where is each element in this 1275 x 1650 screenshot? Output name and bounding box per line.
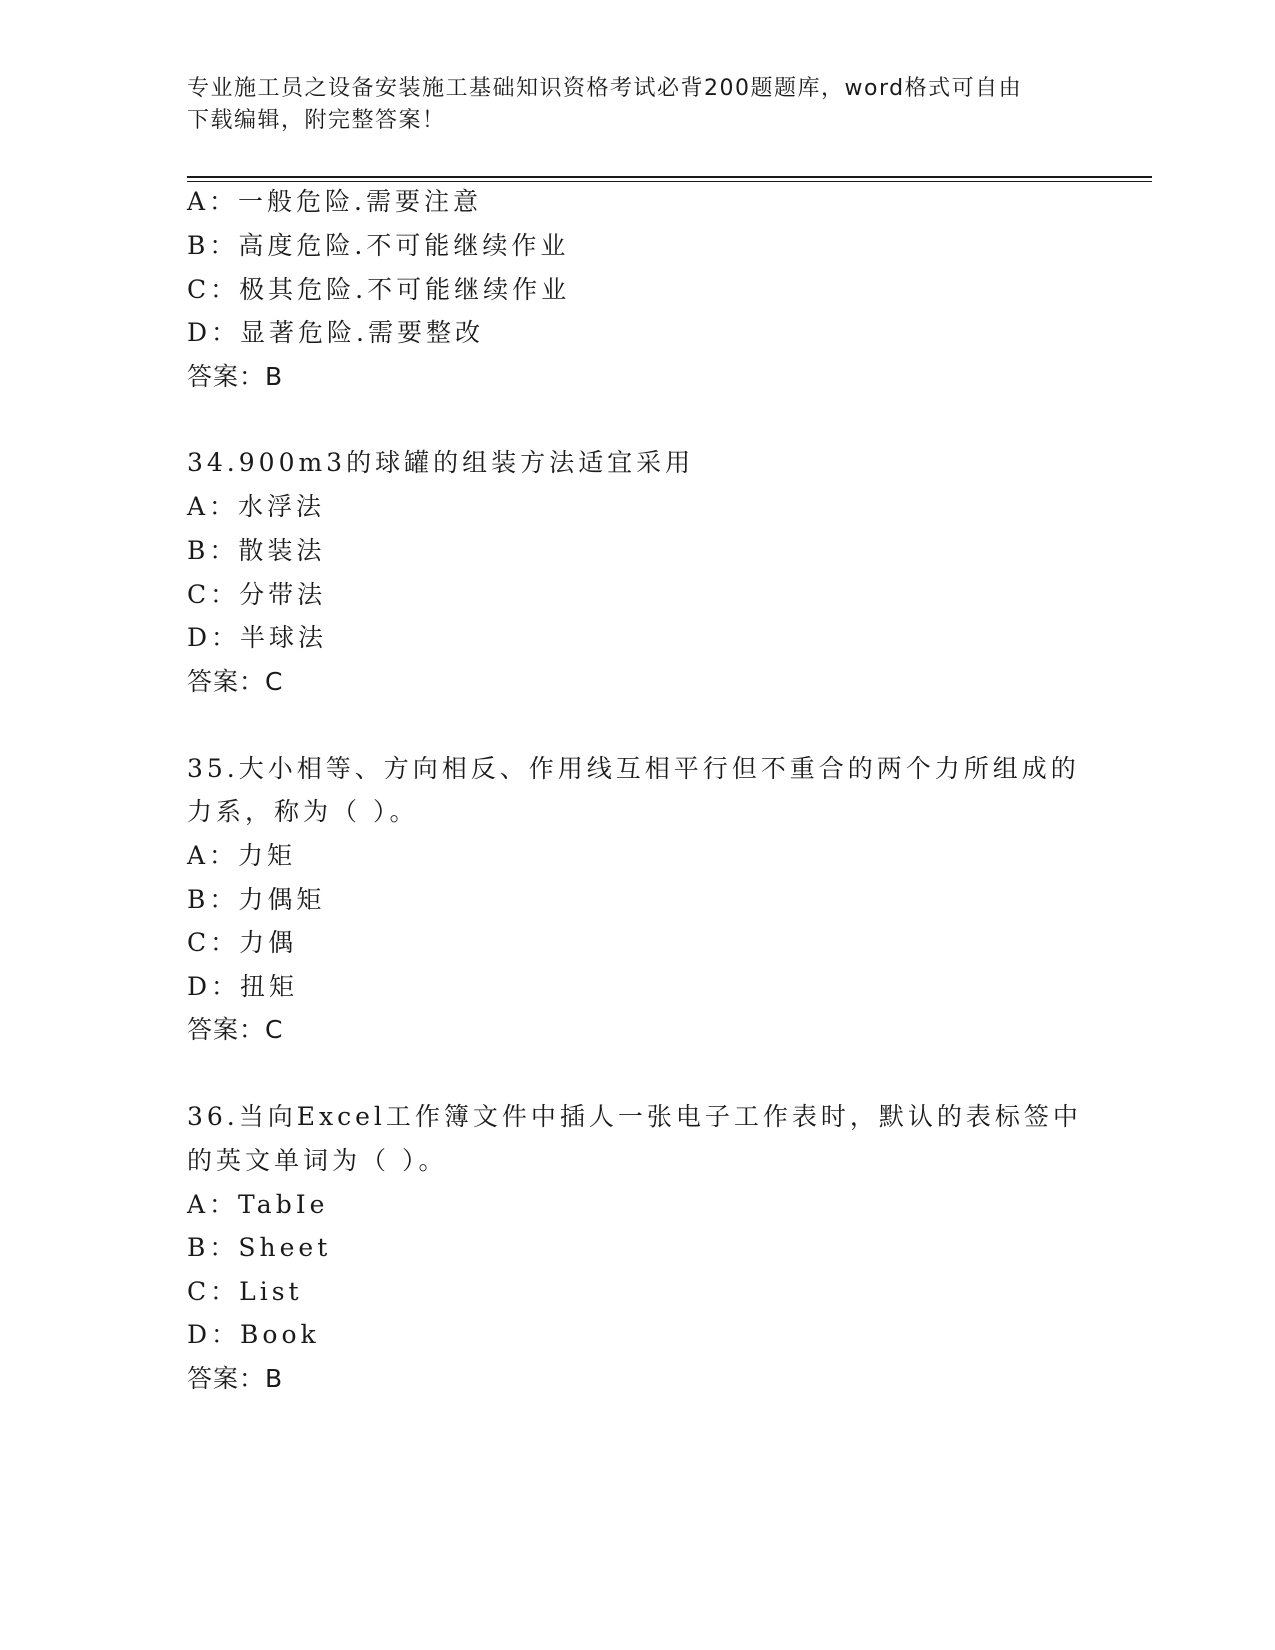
q34-option-d: D：半球法 xyxy=(187,623,328,652)
q35-option-c: C：力偶 xyxy=(187,928,298,957)
q35-stem-line-1: 35.大小相等、方向相反、作用线互相平行但不重合的两个力所组成的 xyxy=(187,754,1080,783)
q34-option-b: B：散装法 xyxy=(187,536,326,565)
q36-option-d: D：Book xyxy=(187,1320,320,1349)
header-line-2: 下载编辑，附完整答案！ xyxy=(187,108,446,133)
q33-answer: 答案：B xyxy=(187,362,284,391)
header-rule-thick xyxy=(187,176,1152,178)
q33-option-d: D：显著危险.需要整改 xyxy=(187,318,484,347)
q36-stem-line-1: 36.当向Excel工作簿文件中插人一张电子工作表时，默认的表标签中 xyxy=(187,1102,1082,1131)
q35-stem-line-2: 力系，称为（ ）。 xyxy=(187,797,419,826)
q34-option-a: A：水浮法 xyxy=(187,492,326,521)
q33-option-b: B：高度危险.不可能继续作业 xyxy=(187,231,570,260)
q34-answer: 答案：C xyxy=(187,667,284,696)
q36-option-a: A：TabIe xyxy=(187,1190,329,1219)
header-rule-thin xyxy=(187,181,1152,182)
q34-stem: 34.900m3的球罐的组装方法适宜采用 xyxy=(187,448,695,477)
q34-option-c: C：分带法 xyxy=(187,580,327,609)
q35-answer: 答案：C xyxy=(187,1015,284,1044)
q35-option-a: A：力矩 xyxy=(187,841,297,870)
q36-stem-line-2: 的英文单词为（ ）。 xyxy=(187,1146,448,1175)
header-line-1: 专业施工员之设备安装施工基础知识资格考试必背200题题库，word格式可自由 xyxy=(187,76,1023,101)
q35-option-b: B：力偶矩 xyxy=(187,885,326,914)
q36-answer: 答案：B xyxy=(187,1364,284,1393)
q36-option-b: B：Sheet xyxy=(187,1233,332,1262)
q36-option-c: C：List xyxy=(187,1277,303,1306)
q35-option-d: D：扭矩 xyxy=(187,972,299,1001)
document-header xyxy=(187,73,1067,137)
q33-option-c: C：极其危险.不可能继续作业 xyxy=(187,275,571,304)
q33-option-a: A：一般危险.需要注意 xyxy=(187,187,483,216)
